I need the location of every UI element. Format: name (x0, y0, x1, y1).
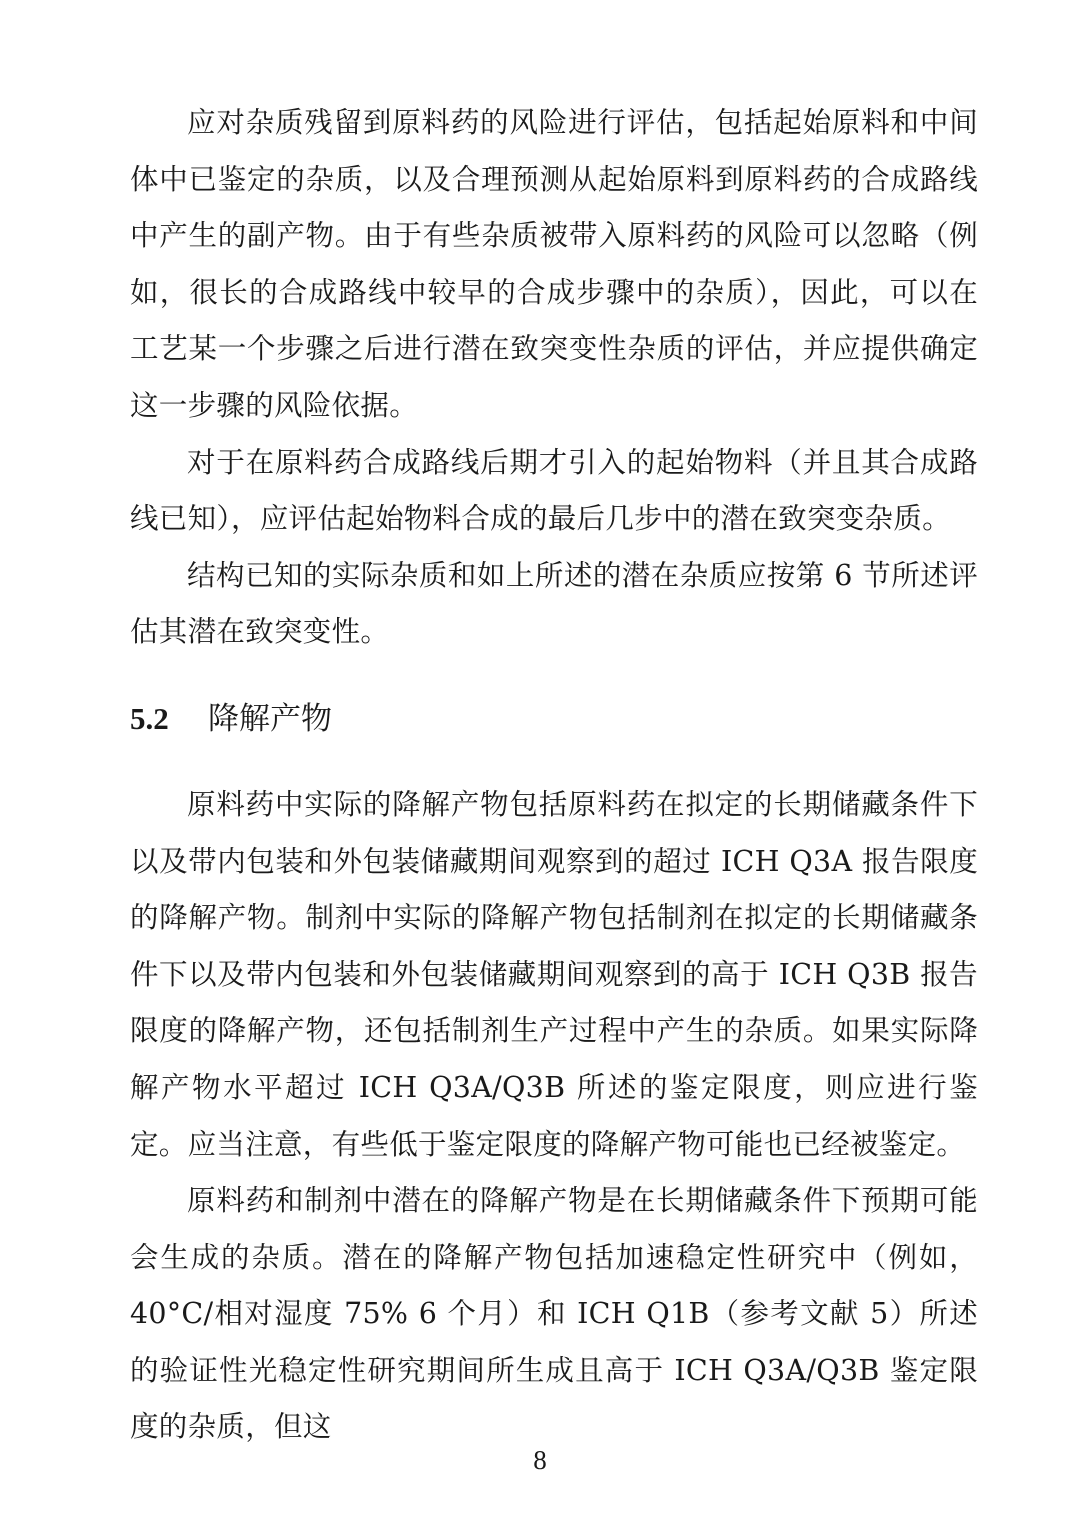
section-title: 降解产物 (208, 700, 332, 737)
paragraph-starting-material: 对于在原料药合成路线后期才引入的起始物料（并且其合成路线已知），应评估起始物料合成的最后几步中的潜在致突变杂质。 (130, 445, 978, 536)
section-number: 5.2 (130, 700, 169, 736)
paragraph-actual-degradation: 原料药中实际的降解产物包括原料药在拟定的长期储藏条件下以及带内包装和外包装储藏期间观察到的超过 ICH Q3A 报告限度的降解产物。制剂中实际的降解产物包括制剂在拟定的长期储藏条件下以及带内包装和外包装储藏期间观察到的高于 ICH Q3B 报告限度的降解产物，还包括制剂生产过程中产生的杂质。如果实际降解产物水平超过 ICH Q3A/Q3B 所述的鉴定限度，则应进行鉴定。应当注意，有些低于鉴定限度的降解产物可能也已经被鉴定。 (130, 787, 978, 1161)
paragraph-mutagenicity-assessment: 结构已知的实际杂质和如上所述的潜在杂质应按第 6 节所述评估其潜在致突变性。 (130, 558, 978, 649)
document-body (130, 95, 978, 1456)
paragraph-impurity-risk: 应对杂质残留到原料药的风险进行评估，包括起始原料和中间体中已鉴定的杂质，以及合理预测从起始原料到原料药的合成路线中产生的副产物。由于有些杂质被带入原料药的风险可以忽略（例如，很长的合成路线中较早的合成步骤中的杂质），因此，可以在工艺某一个步骤之后进行潜在致突变性杂质的评估，并应提供确定这一步骤的风险依据。 (130, 106, 978, 422)
paragraph-potential-degradation: 原料药和制剂中潜在的降解产物是在长期储藏条件下预期可能会生成的杂质。潜在的降解产物包括加速稳定性研究中（例如，40°C/相对湿度 75% 6 个月）和 ICH Q1B（参考文献 5）所述的验证性光稳定性研究期间所生成且高于 ICH Q3A/Q3B 鉴定限度的杂质，但这 (130, 1184, 978, 1444)
page-number: 8 (533, 1445, 547, 1475)
section-heading (130, 695, 978, 743)
